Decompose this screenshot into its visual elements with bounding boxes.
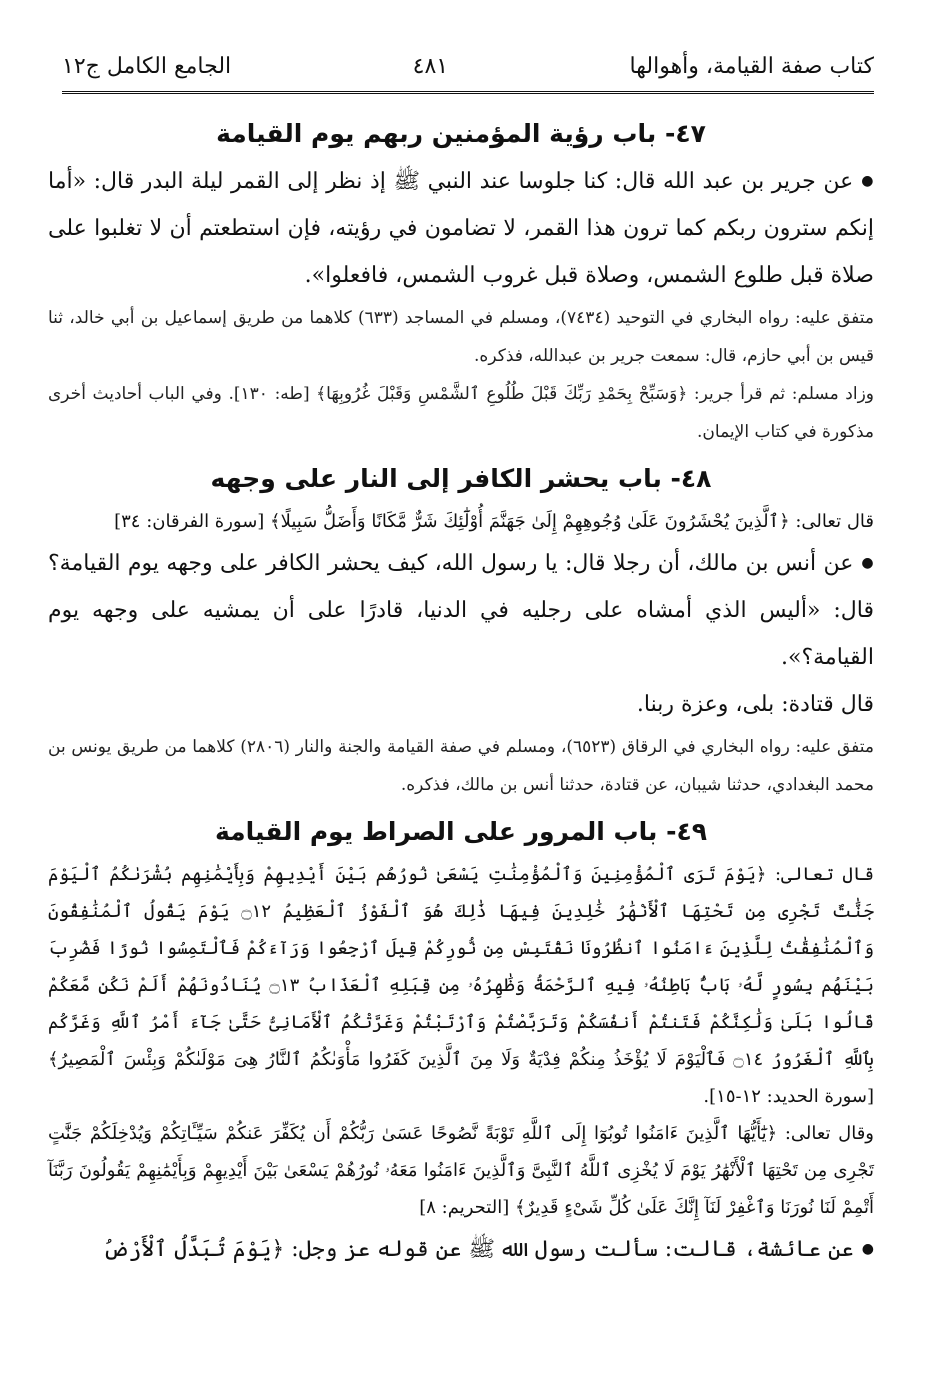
chapter-heading-48: ٤٨- باب يحشر الكافر إلى النار على وجهه (210, 464, 712, 493)
header-rule (62, 91, 874, 98)
quran-verse: قال تعالى: ﴿ٱلَّذِينَ يُحْشَرُونَ عَلَىٰ وُجُوهِهِمْ إِلَىٰ جَهَنَّمَ أُوْلَٰٓئِكَ شَرٌّ مَّكَانًا وَأَضَلُّ سَبِيلًا﴾ [سورة الفرقان: ٣٤] (114, 511, 874, 532)
additional-note: وزاد مسلم: ثم قرأ جرير: ﴿وَسَبِّحْ بِحَمْدِ رَبِّكَ قَبْلَ طُلُوعِ ٱلشَّمْسِ وَقَبْلَ غُرُوبِهَا﴾ [طه: ١٣٠]. وفي الباب أحاديث أخرى مذكورة في كتاب الإيمان. (48, 384, 875, 442)
chapter-heading-49: ٤٩- باب المرور على الصراط يوم القيامة (214, 817, 708, 846)
takhrij-note: متفق عليه: رواه البخاري في التوحيد (٧٤٣٤)، ومسلم في المساجد (٦٣٣) كلاهما من طريق إسماعيل بن أبي خالد، ثنا قيس بن أبي حازم، قال: سمعت جرير بن عبدالله، فذكره. (48, 308, 874, 366)
qatada-statement: قال قتادة: بلى، وعزة ربنا. (636, 692, 874, 717)
running-title-left: الجامع الكامل ج١٢ (62, 53, 232, 79)
hadith-text: ● عن جرير بن عبد الله قال: كنا جلوسا عند النبي ﷺ إذ نظر إلى القمر ليلة البدر قال: «أما إنكم سترون ربكم كما ترون هذا القمر، لا تضامون في رؤيته، فإن استطعتم أن لا تغلبوا على صلاة قبل طلوع الشمس، وصلاة قبل غروب الشمس، فافعلوا». (48, 158, 874, 299)
chapter-heading-47: ٤٧- باب رؤية المؤمنين ربهم يوم القيامة (216, 119, 706, 148)
running-title-right: كتاب صفة القيامة، وأهوالها (629, 53, 874, 79)
takhrij-note: متفق عليه: رواه البخاري في الرقاق (٦٥٢٣)، ومسلم في صفة القيامة والجنة والنار (٢٨٠٦) كلاهما من طريق يونس بن محمد البغدادي، حدثنا شيبان، عن قتادة، حدثنا أنس بن مالك، فذكره. (48, 737, 874, 795)
quran-verse: قال تعالى: ﴿يَوْمَ تَرَى ٱلْمُؤْمِنِينَ وَٱلْمُؤْمِنَٰتِ يَسْعَىٰ نُورُهُم بَيْنَ أَيْدِيهِمْ وَبِأَيْمَٰنِهِم بُشْرَىٰكُمُ ٱلْيَوْمَ جَنَّٰتٌ تَجْرِى مِن تَحْتِهَا ٱلْأَنْهَٰرُ خَٰلِدِينَ فِيهَا ذَٰلِكَ هُوَ ٱلْفَوْزُ ٱلْعَظِيمُ ۝١٢ يَوْمَ يَقُولُ ٱلْمُنَٰفِقُونَ وَٱلْمُنَٰفِقَٰتُ لِلَّذِينَ ءَامَنُوا ٱنظُرُونَا نَقْتَبِسْ مِن نُّورِكُمْ قِيلَ ٱرْجِعُوا وَرَآءَكُمْ فَٱلْتَمِسُوا نُورًا فَضُرِبَ بَيْنَهُم بِسُورٍ لَّهُۥ بَابٌۢ بَاطِنُهُۥ فِيهِ ٱلرَّحْمَةُ وَظَٰهِرُهُۥ مِن قِبَلِهِ ٱلْعَذَابُ ۝١٣ يُنَادُونَهُمْ أَلَمْ نَكُن مَّعَكُمْ قَالُوا بَلَىٰ وَلَٰكِنَّكُمْ فَتَنتُمْ أَنفُسَكُمْ وَتَرَبَّصْتُمْ وَٱرْتَبْتُمْ وَغَرَّتْكُمُ ٱلْأَمَانِىُّ حَتَّىٰ جَآءَ أَمْرُ ٱللَّهِ وَغَرَّكُم بِٱللَّهِ ٱلْغَرُورُ ۝١٤ فَٱلْيَوْمَ لَا يُؤْخَذُ مِنكُمْ فِدْيَةٌ وَلَا مِنَ ٱلَّذِينَ كَفَرُوا مَأْوَىٰكُمُ ٱلنَّارُ هِىَ مَوْلَىٰكُمْ وَبِئْسَ ٱلْمَصِيرُ﴾ [سورة الحديد: ١٢-١٥]. (48, 864, 874, 1107)
quran-verse-2: وقال تعالى: ﴿يَٰٓأَيُّهَا ٱلَّذِينَ ءَامَنُوا تُوبُوٓا إِلَى ٱللَّهِ تَوْبَةً نَّصُوحًا عَسَىٰ رَبُّكُمْ أَن يُكَفِّرَ عَنكُمْ سَيِّـَٔاتِكُمْ وَيُدْخِلَكُمْ جَنَّٰتٍ تَجْرِى مِن تَحْتِهَا ٱلْأَنْهَٰرُ يَوْمَ لَا يُخْزِى ٱللَّهُ ٱلنَّبِىَّ وَٱلَّذِينَ ءَامَنُوا مَعَهُۥ نُورُهُمْ يَسْعَىٰ بَيْنَ أَيْدِيهِمْ وَبِأَيْمَٰنِهِمْ يَقُولُونَ رَبَّنَآ أَتْمِمْ لَنَا نُورَنَا وَٱغْفِرْ لَنَآ إِنَّكَ عَلَىٰ كُلِّ شَىْءٍ قَدِيرٌ﴾ [التحريم: ٨] (48, 1123, 874, 1218)
hadith-text: ● عن عائشة، قالت: سألت رسول الله ﷺ عن قوله عز وجل: ﴿يَوْمَ تُبَدَّلُ ٱلْأَرْضُ (48, 1226, 874, 1273)
page-number: ٤٨١ (412, 53, 449, 79)
hadith-text: ● عن أنس بن مالك، أن رجلا قال: يا رسول الله، كيف يحشر الكافر على وجهه يوم القيامة؟ قال: «أليس الذي أمشاه على رجليه في الدنيا، قادرًا على أن يمشيه على وجهه يوم القيامة؟». (48, 540, 874, 681)
page-header (62, 46, 874, 86)
page-body (48, 110, 874, 1273)
